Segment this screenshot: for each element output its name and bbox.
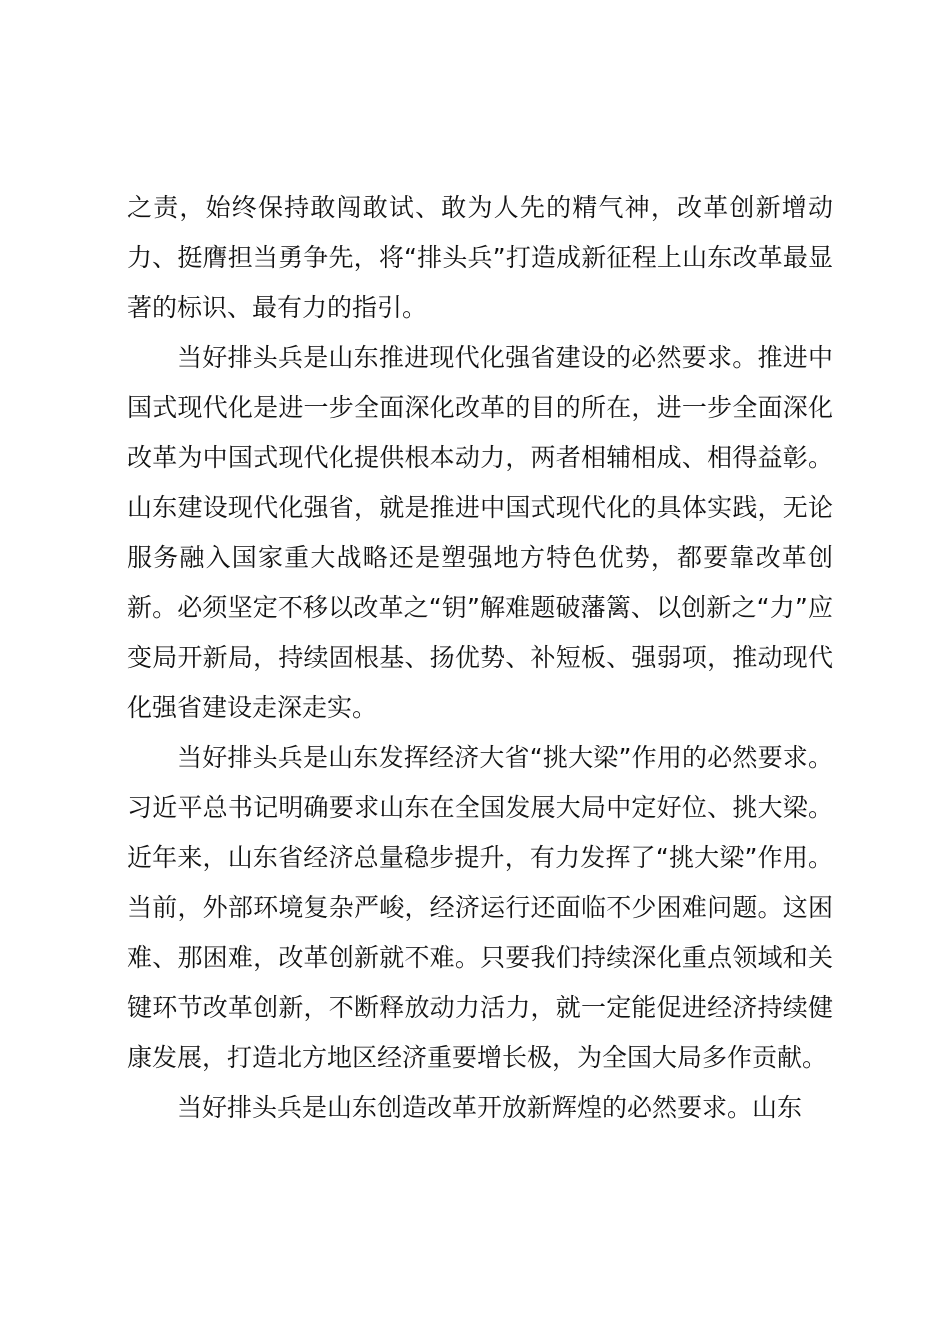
- paragraph-continuation: 之责，始终保持敢闯敢试、敢为人先的精气神，改革创新增动力、挺膺担当勇争先，将“排头兵”打造成新征程上山东改革最显著的标识、最有力的指引。: [127, 193, 833, 322]
- paragraph-reform-opening: 当好排头兵是山东创造改革开放新辉煌的必然要求。山东: [177, 1093, 803, 1122]
- document-page: [127, 183, 833, 1133]
- paragraph-economic-role: 当好排头兵是山东发挥经济大省“挑大梁”作用的必然要求。习近平总书记明确要求山东在全国发展大局中定好位、挑大梁。近年来，山东省经济总量稳步提升，有力发挥了“挑大梁”作用。当前，外部环境复杂严峻，经济运行还面临不少困难问题。这困难、那困难，改革创新就不难。只要我们持续深化重点领域和关键环节改革创新，不断释放动力活力，就一定能促进经济持续健康发展，打造北方地区经济重要增长极，为全国大局多作贡献。: [127, 743, 833, 1072]
- paragraph-modern-province: 当好排头兵是山东推进现代化强省建设的必然要求。推进中国式现代化是进一步全面深化改革的目的所在，进一步全面深化改革为中国式现代化提供根本动力，两者相辅相成、相得益彰。山东建设现代化强省，就是推进中国式现代化的具体实践，无论服务融入国家重大战略还是塑强地方特色优势，都要靠改革创新。必须坚定不移以改革之“钥”解难题破藩篱、以创新之“力”应变局开新局，持续固根基、扬优势、补短板、强弱项，推动现代化强省建设走深走实。: [127, 343, 833, 722]
